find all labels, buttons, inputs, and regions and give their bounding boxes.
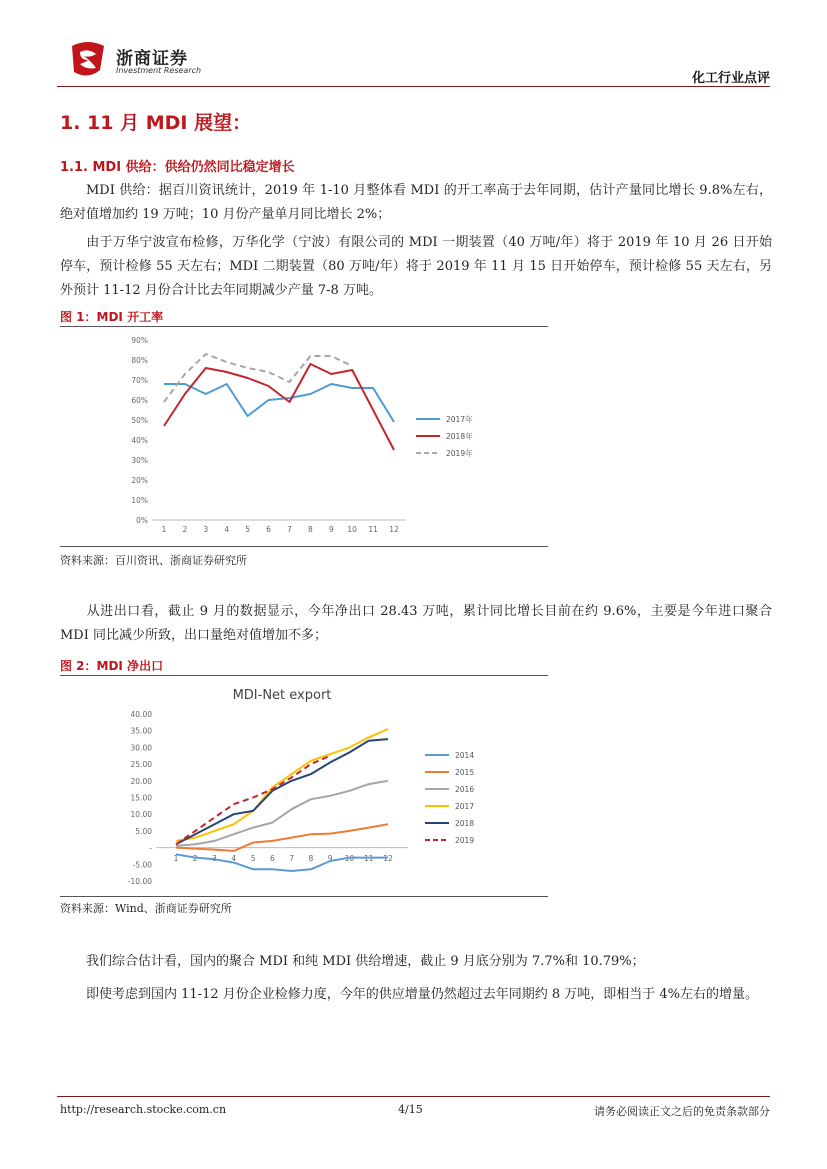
- y-tick-label: 25.00: [130, 760, 152, 770]
- figure2-bottom-rule: [60, 896, 548, 897]
- series-line-2019年: [164, 354, 352, 402]
- x-tick-label: 7: [287, 525, 292, 534]
- x-tick-label: 7: [289, 854, 295, 863]
- logo-text: 浙商证券: [116, 49, 188, 69]
- legend-label-2014: 2014: [455, 751, 475, 760]
- x-tick-label: 3: [212, 854, 217, 863]
- disclaimer-note: 请务必阅读正文之后的免责条款部分: [594, 1105, 770, 1118]
- figure1-top-rule: [60, 326, 548, 327]
- paragraph-maintenance: [60, 231, 772, 303]
- y-tick-label: 40%: [131, 436, 148, 445]
- y-tick-label: 80%: [131, 356, 148, 365]
- y-tick-label: 40.00: [130, 710, 152, 719]
- figure1-bottom-rule: [60, 546, 548, 547]
- series-line-2019: [176, 756, 330, 845]
- y-tick-label: 90%: [131, 336, 148, 345]
- legend-label-2019: 2019: [455, 836, 475, 845]
- x-tick-label: 5: [245, 525, 251, 534]
- paragraph-supply: [60, 179, 772, 227]
- paragraph-trade: [60, 600, 772, 648]
- operating-rate-chart: [60, 328, 548, 544]
- series-line-2014: [173, 854, 388, 871]
- x-tick-label: 4: [231, 854, 237, 863]
- subsection-title: 1.1. MDI 供给：供给仍然同比稳定增长: [60, 160, 295, 175]
- x-tick-label: 11: [363, 854, 374, 863]
- x-tick-label: 3: [203, 525, 209, 534]
- x-tick-label: 1: [161, 525, 167, 534]
- x-tick-label: 6: [269, 854, 275, 863]
- x-tick-label: 10: [347, 525, 357, 534]
- net-export-chart: [60, 677, 548, 895]
- paragraph-growth: [60, 950, 772, 974]
- footer-divider: [57, 1096, 770, 1097]
- series-line-2018: [176, 739, 388, 844]
- figure1-source: 资料来源：百川资讯、浙商证券研究所: [60, 554, 247, 567]
- legend-label-2018: 2018: [455, 819, 475, 828]
- series-line-2017年: [164, 384, 394, 422]
- header-divider: [57, 86, 770, 87]
- y-tick-label: 30.00: [130, 743, 152, 753]
- legend-label-2016: 2016: [455, 785, 475, 794]
- x-tick-label: 10: [344, 854, 355, 863]
- x-tick-label: 12: [389, 525, 399, 534]
- y-tick-label: 20.00: [130, 776, 152, 786]
- paragraph-increment-text: 即使考虑到国内 11-12 月份企业检修力度，今年的供应增量仍然超过去年同期约 8 万吨，即相当于 4%左右的增量。: [86, 987, 759, 1002]
- paragraph-growth-text: 我们综合估计看，国内的聚合 MDI 和纯 MDI 供给增速，截止 9 月底分别为 7.7%和 10.79%；: [86, 954, 645, 969]
- section-title: 1. 11 月 MDI 展望：: [60, 112, 252, 134]
- legend-label-2019年: 2019年: [446, 449, 473, 458]
- x-tick-label: 4: [224, 525, 230, 534]
- legend-label-2015: 2015: [455, 768, 475, 777]
- paragraph-trade-text: 从进出口看，截止 9 月的数据显示，今年净出口 28.43 万吨，累计同比增长目前在约 9.6%，主要是今年进口聚合 MDI 同比减少所致，出口量绝对值增加不多；: [60, 604, 772, 643]
- figure1-label: 图 1：MDI 开工率: [60, 310, 164, 324]
- x-tick-label: 5: [250, 854, 256, 863]
- x-tick-label: 12: [383, 854, 393, 863]
- x-tick-label: 2: [182, 525, 188, 534]
- y-tick-label: 10.00: [130, 810, 152, 820]
- y-tick-label: 30%: [131, 456, 148, 465]
- page-number: 4/15: [398, 1103, 423, 1116]
- report-category: 化工行业点评: [691, 71, 770, 86]
- x-tick-label: 8: [307, 525, 313, 534]
- x-tick-label: 2: [192, 854, 198, 863]
- logo-icon: [66, 40, 110, 80]
- figure2-source: 资料来源：Wind、浙商证券研究所: [60, 902, 232, 915]
- y-tick-label: 70%: [131, 376, 148, 385]
- y-tick-label: 0%: [136, 516, 148, 525]
- x-tick-label: 9: [327, 854, 333, 863]
- legend-label-2017年: 2017年: [446, 415, 473, 424]
- y-tick-label: 35.00: [130, 726, 152, 736]
- x-tick-label: 11: [368, 525, 378, 534]
- y-tick-label: 20%: [131, 476, 148, 485]
- y-tick-label: 15.00: [130, 793, 152, 803]
- x-tick-label: 1: [173, 854, 179, 863]
- figure2-label: 图 2：MDI 净出口: [60, 659, 164, 673]
- paragraph-supply-text: MDI 供给：据百川资讯统计，2019 年 1-10 月整体看 MDI 的开工率高于去年同期，估计产量同比增长 9.8%左右，绝对值增加约 19 万吨；10 月份产量单月同比增长 2%；: [60, 183, 772, 222]
- x-tick-label: 6: [266, 525, 271, 534]
- logo-subtext: Investment Research: [116, 66, 202, 75]
- series-line-2016: [176, 781, 388, 846]
- y-tick-label: 10%: [131, 496, 148, 505]
- paragraph-increment: [60, 983, 772, 1007]
- y-tick-label: -5.00: [132, 860, 152, 870]
- x-tick-label: 8: [308, 854, 314, 863]
- y-tick-label: 5.00: [135, 826, 152, 836]
- legend-label-2017: 2017: [455, 802, 475, 811]
- y-tick-label: -10.00: [127, 877, 152, 886]
- footer-url-link[interactable]: http://research.stocke.com.cn: [60, 1103, 227, 1116]
- y-tick-label: -: [149, 843, 152, 853]
- y-tick-label: 50%: [131, 416, 148, 425]
- paragraph-maintenance-text: 由于万华宁波宣布检修，万华化学（宁波）有限公司的 MDI 一期装置（40 万吨/年）将于 2019 年 10 月 26 日开始停车，预计检修 55 天左右；MDI 二期装置（80 万吨/年）将于 2019 年 11 月 15 日开始停车，预计检修 55 天左右，另外预计 11-12 月份合计比去年同期减少产量 7-8 万吨。: [60, 235, 772, 298]
- y-tick-label: 60%: [131, 396, 148, 405]
- x-tick-label: 9: [328, 525, 334, 534]
- chart-title: MDI-Net export: [232, 688, 332, 703]
- figure2-top-rule: [60, 675, 548, 676]
- legend-label-2018年: 2018年: [446, 432, 473, 441]
